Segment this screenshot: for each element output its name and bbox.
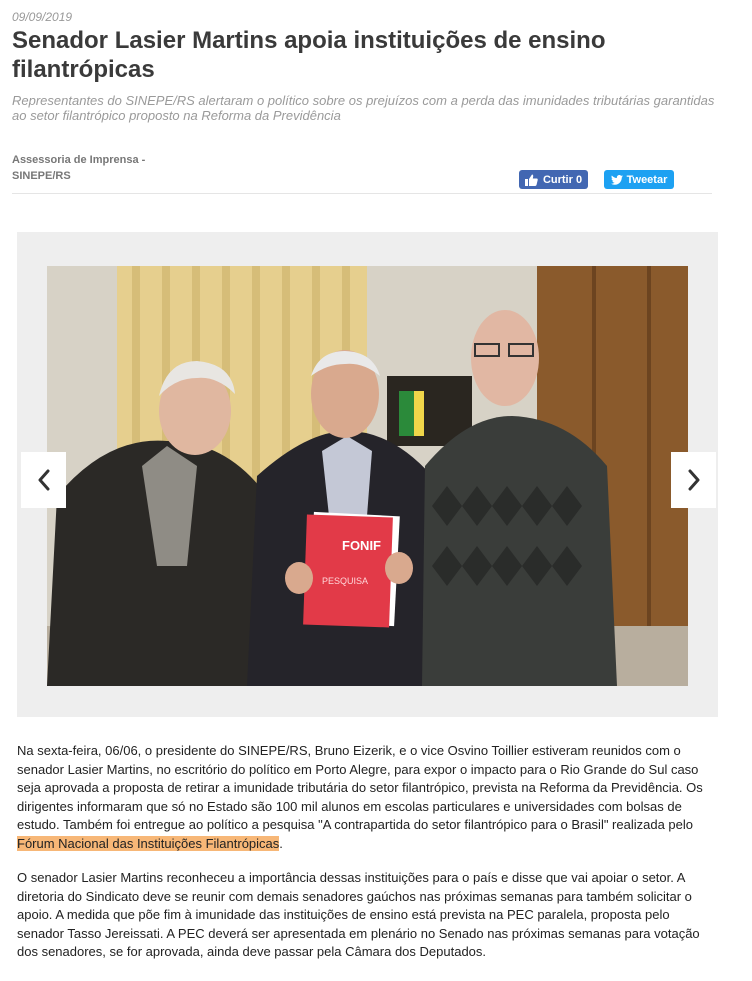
brochure-word: PESQUISA — [322, 576, 369, 586]
twitter-bird-icon — [611, 175, 623, 185]
like-label: Curtir 0 — [542, 173, 583, 186]
gallery-photo — [47, 266, 688, 686]
article-date: 09/09/2019 — [12, 10, 73, 24]
gallery-prev-button[interactable] — [21, 452, 66, 508]
tweet-label: Tweetar — [626, 173, 668, 186]
header-divider — [12, 193, 712, 194]
tweet-button[interactable] — [604, 170, 674, 189]
paragraph-1-text: Na sexta-feira, 06/06, o presidente do SINEPE/RS, Bruno Eizerik, e o vice Osvino Toillier estiveram reunidos com o senador Lasier Martins, no escritório do político em Porto Alegre, para expor o impacto para o Rio Grande do Sul caso seja aprovada a proposta de retirar a imunidade tributária do setor filantrópico, prevista na Reforma da Previdência. Os dirigentes informaram que só no Estado são 100 mil alunos em escolas particulares e universidades com bolsas de estudo. Também foi entregue ao político a pesquisa "A contrapartida do setor filantrópico para o Brasil" realizada pelo — [17, 743, 703, 833]
article-paragraph-2: O senador Lasier Martins reconheceu a importância dessas instituições para o país e disse que vai apoiar o setor. A diretoria do Sindicato deve se reunir com demais senadores gaúchos nas próximas semanas para também solicitar o apoio. A medida que põe fim à imunidade das instituições de ensino está prevista na PEC paralela, proposta pelo senador Tasso Jereissati. A PEC deverá ser apresentada em plenário no Senado nas próximas semanas para votação dos senadores, se for aprovada, ainda deve passar pela Câmara dos Deputados. — [17, 870, 700, 960]
article-author — [12, 152, 172, 184]
author-line-1: Assessoria de Imprensa - — [12, 154, 146, 166]
article-paragraph-1 — [17, 742, 707, 854]
article-subtitle: Representantes do SINEPE/RS alertaram o político sobre os prejuízos com a perda das imunidades tributárias garantidas ao setor filantrópico proposto na Reforma da Previdência — [12, 93, 715, 123]
facebook-like-button[interactable] — [519, 170, 588, 189]
article-title: Senador Lasier Martins apoia instituições de ensino filantrópicas — [12, 27, 606, 83]
gallery-next-button[interactable] — [671, 452, 716, 508]
chevron-right-icon — [687, 469, 701, 491]
paragraph-1-end: . — [279, 835, 283, 851]
forum-link[interactable]: Fórum Nacional das Instituições Filantrópicas — [17, 835, 280, 851]
author-line-2: SINEPE/RS — [12, 170, 71, 182]
chevron-left-icon — [37, 469, 51, 491]
photo-three-men-icon — [47, 266, 688, 686]
brochure-brand: FONIF — [342, 538, 381, 553]
photo-gallery — [17, 232, 718, 717]
thumbs-up-icon — [525, 174, 538, 186]
